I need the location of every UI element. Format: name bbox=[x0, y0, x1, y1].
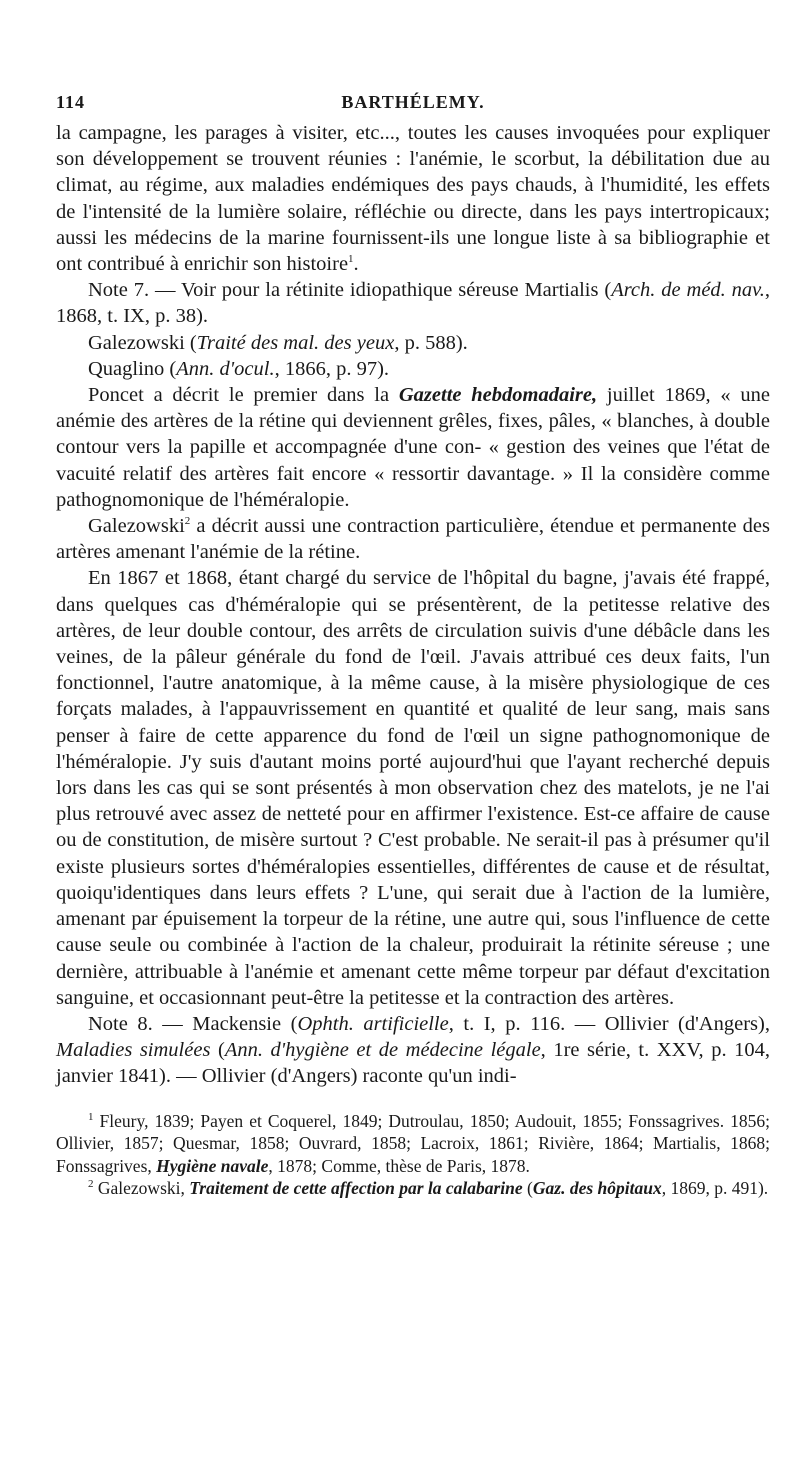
paragraph-note-7: Note 7. — Voir pour la rétinite idiopathique séreuse Martialis (Arch. de méd. nav., 1868, t. IX, p. 38). bbox=[56, 279, 770, 328]
footnote-ref-1: 1 bbox=[348, 253, 354, 266]
paragraph-galezowski-ref: Galezowski (Traité des mal. des yeux, p. 588). bbox=[88, 331, 468, 354]
page-number: 114 bbox=[56, 92, 86, 112]
paragraph-galezowski-contraction: Galezowski$^2$ a décrit aussi une contraction particulière, étendue et permanente des artères amenant l'anémie de la rétine. bbox=[56, 515, 770, 564]
paragraph-poncet: Poncet a décrit le premier dans la Gazette hebdomadaire, juillet 1869, « une anémie des artères de la rétine qui deviennent grêles, fixes, pâles, « blanches, à double contour vers la papille et accompagnée d'une con- « gestion des veines que l'état de vacuité relatif des artères fait encore « ressortir davantage. » Il la considère comme pathognomonique de l'héméralopie. bbox=[56, 384, 771, 511]
footnote-1: $^1$ Fleury, 1839; Payen et Coquerel, 1849; Dutroulau, 1850; Audouit, 1855; Fonssagrives. 1856; Ollivier, 1857; Quesmar, 1858; Ouvrard, 1858; Lacroix, 1861; Rivière, 1864; Martialis, 1868; Fonssagrives, Hygiène navale, 1878; Comme, thèse de Paris, 1878. bbox=[56, 1110, 770, 1176]
footnote-2: $^2$ Galezowski, Traitement de cette affection par la calabarine (Gaz. des hôpitaux, 1869, p. 491). bbox=[88, 1178, 769, 1199]
paragraph-causes: la campagne, les parages à visiter, etc..., toutes les causes invoquées pour expliquer son développement se trouvent réunies : l'anémie, le scorbut, la débilitation due au climat, au régime, aux maladies endémiques des pays chauds, à l'humidité, les effets de l'intensité de la lumière solaire, réfléchie ou directe, dans les pays intertropicaux; aussi les médecins de la marine fournissent-ils une longue liste à sa bibliographie et ont contribué à enrichir son histoire$^1$. bbox=[56, 122, 770, 276]
paragraph-note-8: Note 8. — Mackensie (Ophth. artificielle, t. I, p. 116. — Ollivier (d'Angers), Maladies simulées (Ann. d'hygiène et de médecine légale, 1re série, t. XXV, p. 104, janvier 1841). — Ollivier (d'Angers) raconte qu'un indi- bbox=[56, 1012, 770, 1088]
book-page bbox=[56, 92, 770, 1200]
footnote-ref-2: 2 bbox=[184, 515, 191, 528]
page-header bbox=[56, 92, 770, 118]
footnotes bbox=[56, 1110, 770, 1200]
paragraph-bagne-observations: En 1867 et 1868, étant chargé du service de l'hôpital du bagne, j'avais été frappé, dans quelques cas d'héméralopie qui se présentèrent, de la petitesse relative des artères, de leur double contour, des arrêts de circulation suivis d'une débâcle dans les veines, de la pâleur générale du fond de l'œil. J'avais attribué ces deux faits, l'un fonctionnel, l'autre anatomique, à la même cause, à la misère physiologique de ces forçats malades, à l'appauvrissement en quantité et qualité de leur sang, mais sans penser à faire de cette apparence du fond de l'œil un signe pathognomonique de l'héméralopie. J'y suis d'autant moins porté aujourd'hui que l'ayant recherché depuis lors dans les cas qui se sont présentés à mon observation chez des matelots, je ne l'ai plus retrouvé avec assez de netteté pour en affirmer l'existence. Est-ce affaire de cause ou de constitution, de misère surtout ? C'est probable. Ne serait-il pas à présumer qu'il existe plusieurs sortes d'héméralopies essentielles, différentes de cause et de résultat, quoiqu'identiques dans leurs effets ? L'une, qui serait due à l'action de la lumière, amenant par épuisement la torpeur de la rétine, une autre qui, sous l'influence de cette cause seule ou combinée à l'action de la chaleur, produirait la rétinite séreuse ; une dernière, attribuable à l'anémie et amenant cette même torpeur par défaut d'excitation sanguine, et occasionnant peut-être la petitesse et la contraction des artères. bbox=[56, 567, 770, 1009]
paragraph-quaglino-ref: Quaglino (Ann. d'ocul., 1866, p. 97). bbox=[88, 357, 390, 380]
running-title: BARTHÉLEMY. bbox=[341, 92, 485, 112]
main-text bbox=[56, 120, 770, 1090]
